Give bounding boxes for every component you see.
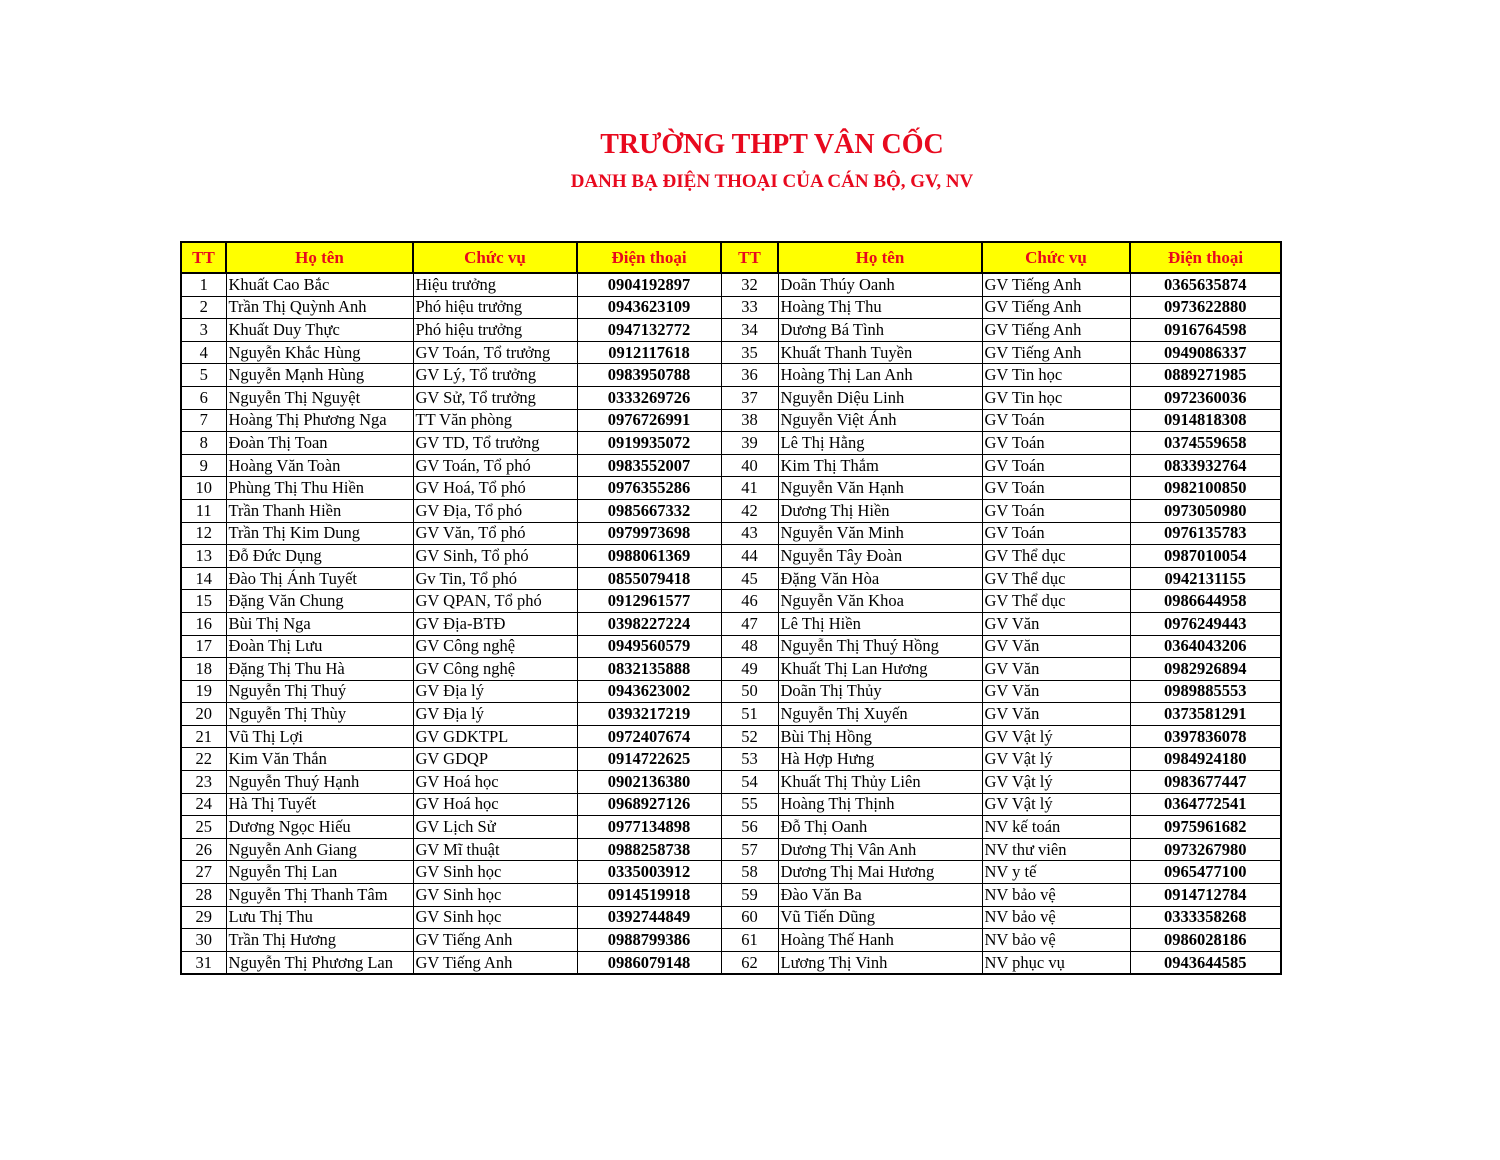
header-phone-right: Điện thoại bbox=[1130, 242, 1281, 273]
phone-number: 0397836078 bbox=[1130, 725, 1281, 748]
table-row bbox=[181, 725, 1281, 748]
row-number: 6 bbox=[181, 386, 226, 409]
row-number: 50 bbox=[721, 680, 778, 703]
staff-role: GV Vật lý bbox=[982, 725, 1130, 748]
table-row bbox=[181, 884, 1281, 907]
row-number: 38 bbox=[721, 409, 778, 432]
staff-name: Kim Văn Thắn bbox=[226, 748, 413, 771]
staff-name: Đoàn Thị Lưu bbox=[226, 635, 413, 658]
staff-role: GV Thể dục bbox=[982, 567, 1130, 590]
staff-role: Phó hiệu trưởng bbox=[413, 296, 577, 319]
phone-number: 0919935072 bbox=[577, 432, 721, 455]
phone-number: 0943644585 bbox=[1130, 951, 1281, 974]
staff-role: GV Toán bbox=[982, 409, 1130, 432]
phone-number: 0398227224 bbox=[577, 612, 721, 635]
staff-name: Vũ Tiến Dũng bbox=[778, 906, 982, 929]
staff-role: GV Văn bbox=[982, 658, 1130, 681]
phone-number: 0943623109 bbox=[577, 296, 721, 319]
staff-name: Đào Thị Ánh Tuyết bbox=[226, 567, 413, 590]
table-row bbox=[181, 545, 1281, 568]
phone-number: 0972407674 bbox=[577, 725, 721, 748]
staff-role: GV Sinh học bbox=[413, 884, 577, 907]
table-row bbox=[181, 454, 1281, 477]
staff-name: Đặng Văn Hòa bbox=[778, 567, 982, 590]
row-number: 52 bbox=[721, 725, 778, 748]
table-row bbox=[181, 319, 1281, 342]
staff-name: Đỗ Thị Oanh bbox=[778, 816, 982, 839]
row-number: 30 bbox=[181, 929, 226, 952]
staff-name: Lê Thị Hằng bbox=[778, 432, 982, 455]
staff-name: Trần Thị Kim Dung bbox=[226, 522, 413, 545]
phone-number: 0949086337 bbox=[1130, 341, 1281, 364]
staff-role: GV TD, Tổ trưởng bbox=[413, 432, 577, 455]
row-number: 12 bbox=[181, 522, 226, 545]
staff-name: Hoàng Thị Phương Nga bbox=[226, 409, 413, 432]
phone-number: 0983552007 bbox=[577, 454, 721, 477]
row-number: 11 bbox=[181, 499, 226, 522]
phone-number: 0392744849 bbox=[577, 906, 721, 929]
row-number: 26 bbox=[181, 838, 226, 861]
row-number: 33 bbox=[721, 296, 778, 319]
table-row bbox=[181, 635, 1281, 658]
staff-role: GV GDQP bbox=[413, 748, 577, 771]
staff-role: Phó hiệu trưởng bbox=[413, 319, 577, 342]
phone-number: 0364772541 bbox=[1130, 793, 1281, 816]
table-row bbox=[181, 771, 1281, 794]
table-row bbox=[181, 567, 1281, 590]
staff-role: GV Địa-BTĐ bbox=[413, 612, 577, 635]
staff-name: Nguyễn Thị Thanh Tâm bbox=[226, 884, 413, 907]
staff-name: Nguyễn Thị Nguyệt bbox=[226, 386, 413, 409]
staff-role: GV Tiếng Anh bbox=[413, 951, 577, 974]
table-row bbox=[181, 409, 1281, 432]
row-number: 59 bbox=[721, 884, 778, 907]
phone-number: 0985667332 bbox=[577, 499, 721, 522]
staff-role: GV Hoá học bbox=[413, 771, 577, 794]
staff-role: GV Sinh học bbox=[413, 861, 577, 884]
staff-name: Nguyễn Anh Giang bbox=[226, 838, 413, 861]
staff-role: GV Tiếng Anh bbox=[982, 319, 1130, 342]
phone-number: 0914722625 bbox=[577, 748, 721, 771]
phone-number: 0986079148 bbox=[577, 951, 721, 974]
staff-role: GV Văn bbox=[982, 612, 1130, 635]
phone-number: 0333358268 bbox=[1130, 906, 1281, 929]
staff-name: Lưu Thị Thu bbox=[226, 906, 413, 929]
table-row bbox=[181, 838, 1281, 861]
phone-number: 0982926894 bbox=[1130, 658, 1281, 681]
staff-role: NV bảo vệ bbox=[982, 884, 1130, 907]
staff-role: Hiệu trưởng bbox=[413, 273, 577, 296]
phone-number: 0855079418 bbox=[577, 567, 721, 590]
staff-role: GV Toán bbox=[982, 454, 1130, 477]
phone-number: 0965477100 bbox=[1130, 861, 1281, 884]
phone-number: 0983677447 bbox=[1130, 771, 1281, 794]
row-number: 58 bbox=[721, 861, 778, 884]
staff-name: Hà Hợp Hưng bbox=[778, 748, 982, 771]
staff-name: Khuất Thị Lan Hương bbox=[778, 658, 982, 681]
phone-number: 0988258738 bbox=[577, 838, 721, 861]
row-number: 24 bbox=[181, 793, 226, 816]
phone-number: 0979973698 bbox=[577, 522, 721, 545]
staff-name: Nguyễn Mạnh Hùng bbox=[226, 364, 413, 387]
staff-name: Khuất Duy Thực bbox=[226, 319, 413, 342]
phone-number: 0976135783 bbox=[1130, 522, 1281, 545]
table-row bbox=[181, 612, 1281, 635]
phone-number: 0914519918 bbox=[577, 884, 721, 907]
table-row bbox=[181, 658, 1281, 681]
phone-number: 0904192897 bbox=[577, 273, 721, 296]
phone-number: 0973267980 bbox=[1130, 838, 1281, 861]
table-row bbox=[181, 906, 1281, 929]
staff-name: Nguyễn Thị Phương Lan bbox=[226, 951, 413, 974]
table-row bbox=[181, 951, 1281, 974]
table-row bbox=[181, 816, 1281, 839]
table-row bbox=[181, 680, 1281, 703]
staff-role: NV y tế bbox=[982, 861, 1130, 884]
row-number: 55 bbox=[721, 793, 778, 816]
row-number: 47 bbox=[721, 612, 778, 635]
header-role-left: Chức vụ bbox=[413, 242, 577, 273]
staff-role: GV Sinh học bbox=[413, 906, 577, 929]
phone-number: 0949560579 bbox=[577, 635, 721, 658]
staff-name: Lê Thị Hiền bbox=[778, 612, 982, 635]
staff-role: GV Toán bbox=[982, 522, 1130, 545]
staff-name: Khuất Cao Bắc bbox=[226, 273, 413, 296]
phone-directory-table bbox=[180, 241, 1282, 975]
staff-name: Nguyễn Thuý Hạnh bbox=[226, 771, 413, 794]
row-number: 43 bbox=[721, 522, 778, 545]
staff-role: GV Toán bbox=[982, 432, 1130, 455]
page-title: TRƯỜNG THPT VÂN CỐC bbox=[600, 129, 944, 160]
staff-role: NV bảo vệ bbox=[982, 929, 1130, 952]
staff-name: Nguyễn Thị Lan bbox=[226, 861, 413, 884]
staff-role: GV Tiếng Anh bbox=[982, 273, 1130, 296]
staff-role: GV Văn bbox=[982, 635, 1130, 658]
row-number: 28 bbox=[181, 884, 226, 907]
phone-number: 0947132772 bbox=[577, 319, 721, 342]
staff-role: GV Vật lý bbox=[982, 771, 1130, 794]
staff-name: Dương Ngọc Hiếu bbox=[226, 816, 413, 839]
staff-role: GV Văn bbox=[982, 703, 1130, 726]
staff-name: Dương Bá Tình bbox=[778, 319, 982, 342]
table-row bbox=[181, 273, 1281, 296]
phone-number: 0916764598 bbox=[1130, 319, 1281, 342]
row-number: 45 bbox=[721, 567, 778, 590]
staff-role: GV Văn bbox=[982, 680, 1130, 703]
staff-role: GV Sử, Tổ trưởng bbox=[413, 386, 577, 409]
staff-role: GV Công nghệ bbox=[413, 658, 577, 681]
staff-role: GV Địa lý bbox=[413, 680, 577, 703]
phone-number: 0972360036 bbox=[1130, 386, 1281, 409]
row-number: 35 bbox=[721, 341, 778, 364]
table-row bbox=[181, 703, 1281, 726]
phone-number: 0968927126 bbox=[577, 793, 721, 816]
phone-number: 0335003912 bbox=[577, 861, 721, 884]
row-number: 54 bbox=[721, 771, 778, 794]
staff-role: GV Lý, Tổ trưởng bbox=[413, 364, 577, 387]
row-number: 20 bbox=[181, 703, 226, 726]
phone-number: 0986644958 bbox=[1130, 590, 1281, 613]
row-number: 62 bbox=[721, 951, 778, 974]
staff-name: Nguyễn Việt Ánh bbox=[778, 409, 982, 432]
phone-number: 0975961682 bbox=[1130, 816, 1281, 839]
row-number: 29 bbox=[181, 906, 226, 929]
row-number: 53 bbox=[721, 748, 778, 771]
staff-role: NV phục vụ bbox=[982, 951, 1130, 974]
phone-number: 0943623002 bbox=[577, 680, 721, 703]
row-number: 21 bbox=[181, 725, 226, 748]
staff-name: Dương Thị Vân Anh bbox=[778, 838, 982, 861]
table-row bbox=[181, 341, 1281, 364]
phone-number: 0889271985 bbox=[1130, 364, 1281, 387]
staff-role: GV Tin học bbox=[982, 364, 1130, 387]
phone-number: 0832135888 bbox=[577, 658, 721, 681]
header-name-left: Họ tên bbox=[226, 242, 413, 273]
phone-number: 0393217219 bbox=[577, 703, 721, 726]
staff-role: GV Tiếng Anh bbox=[413, 929, 577, 952]
row-number: 44 bbox=[721, 545, 778, 568]
header-tt-left: TT bbox=[181, 242, 226, 273]
row-number: 2 bbox=[181, 296, 226, 319]
phone-number: 0983950788 bbox=[577, 364, 721, 387]
phone-number: 0976355286 bbox=[577, 477, 721, 500]
row-number: 32 bbox=[721, 273, 778, 296]
staff-name: Hà Thị Tuyết bbox=[226, 793, 413, 816]
staff-name: Nguyễn Diệu Linh bbox=[778, 386, 982, 409]
phone-number: 0976726991 bbox=[577, 409, 721, 432]
table-row bbox=[181, 861, 1281, 884]
row-number: 40 bbox=[721, 454, 778, 477]
staff-name: Đỗ Đức Dụng bbox=[226, 545, 413, 568]
staff-role: GV Toán bbox=[982, 477, 1130, 500]
phone-number: 0374559658 bbox=[1130, 432, 1281, 455]
phone-number: 0973622880 bbox=[1130, 296, 1281, 319]
staff-role: GV Toán, Tổ trưởng bbox=[413, 341, 577, 364]
row-number: 48 bbox=[721, 635, 778, 658]
staff-role: GV Địa, Tổ phó bbox=[413, 499, 577, 522]
header-name-right: Họ tên bbox=[778, 242, 982, 273]
phone-number: 0984924180 bbox=[1130, 748, 1281, 771]
staff-role: GV Toán bbox=[982, 499, 1130, 522]
phone-number: 0988799386 bbox=[577, 929, 721, 952]
phone-number: 0914818308 bbox=[1130, 409, 1281, 432]
staff-name: Nguyễn Thị Xuyến bbox=[778, 703, 982, 726]
staff-name: Đào Văn Ba bbox=[778, 884, 982, 907]
row-number: 31 bbox=[181, 951, 226, 974]
staff-name: Bùi Thị Hồng bbox=[778, 725, 982, 748]
staff-role: NV bảo vệ bbox=[982, 906, 1130, 929]
row-number: 9 bbox=[181, 454, 226, 477]
row-number: 13 bbox=[181, 545, 226, 568]
table-row bbox=[181, 748, 1281, 771]
phone-number: 0365635874 bbox=[1130, 273, 1281, 296]
row-number: 60 bbox=[721, 906, 778, 929]
row-number: 5 bbox=[181, 364, 226, 387]
staff-name: Nguyễn Thị Thuý Hồng bbox=[778, 635, 982, 658]
row-number: 17 bbox=[181, 635, 226, 658]
phone-number: 0373581291 bbox=[1130, 703, 1281, 726]
staff-role: GV Hoá học bbox=[413, 793, 577, 816]
table-row bbox=[181, 590, 1281, 613]
row-number: 23 bbox=[181, 771, 226, 794]
row-number: 46 bbox=[721, 590, 778, 613]
row-number: 49 bbox=[721, 658, 778, 681]
staff-role: GV Sinh, Tổ phó bbox=[413, 545, 577, 568]
row-number: 51 bbox=[721, 703, 778, 726]
phone-number: 0902136380 bbox=[577, 771, 721, 794]
row-number: 56 bbox=[721, 816, 778, 839]
phone-number: 0976249443 bbox=[1130, 612, 1281, 635]
staff-name: Khuất Thị Thủy Liên bbox=[778, 771, 982, 794]
staff-name: Hoàng Thị Thịnh bbox=[778, 793, 982, 816]
phone-number: 0912961577 bbox=[577, 590, 721, 613]
staff-role: GV Toán, Tổ phó bbox=[413, 454, 577, 477]
phone-number: 0987010054 bbox=[1130, 545, 1281, 568]
table-row bbox=[181, 522, 1281, 545]
staff-role: GV Công nghệ bbox=[413, 635, 577, 658]
phone-number: 0988061369 bbox=[577, 545, 721, 568]
phone-number: 0912117618 bbox=[577, 341, 721, 364]
table-row bbox=[181, 499, 1281, 522]
row-number: 34 bbox=[721, 319, 778, 342]
row-number: 22 bbox=[181, 748, 226, 771]
row-number: 27 bbox=[181, 861, 226, 884]
table-row bbox=[181, 477, 1281, 500]
staff-name: Nguyễn Tây Đoàn bbox=[778, 545, 982, 568]
row-number: 37 bbox=[721, 386, 778, 409]
row-number: 1 bbox=[181, 273, 226, 296]
staff-name: Nguyễn Văn Khoa bbox=[778, 590, 982, 613]
staff-role: GV Thể dục bbox=[982, 590, 1130, 613]
staff-role: GV Vật lý bbox=[982, 748, 1130, 771]
row-number: 57 bbox=[721, 838, 778, 861]
row-number: 61 bbox=[721, 929, 778, 952]
phone-number: 0364043206 bbox=[1130, 635, 1281, 658]
staff-name: Bùi Thị Nga bbox=[226, 612, 413, 635]
phone-number: 0914712784 bbox=[1130, 884, 1281, 907]
row-number: 19 bbox=[181, 680, 226, 703]
table-header-row bbox=[181, 242, 1281, 273]
staff-name: Vũ Thị Lợi bbox=[226, 725, 413, 748]
staff-name: Hoàng Thị Lan Anh bbox=[778, 364, 982, 387]
phone-number: 0973050980 bbox=[1130, 499, 1281, 522]
row-number: 39 bbox=[721, 432, 778, 455]
row-number: 16 bbox=[181, 612, 226, 635]
staff-name: Nguyễn Văn Hạnh bbox=[778, 477, 982, 500]
staff-name: Trần Thị Hương bbox=[226, 929, 413, 952]
staff-role: NV thư viên bbox=[982, 838, 1130, 861]
row-number: 41 bbox=[721, 477, 778, 500]
row-number: 36 bbox=[721, 364, 778, 387]
phone-number: 0986028186 bbox=[1130, 929, 1281, 952]
staff-role: GV Tiếng Anh bbox=[982, 296, 1130, 319]
phone-number: 0833932764 bbox=[1130, 454, 1281, 477]
row-number: 10 bbox=[181, 477, 226, 500]
header-role-right: Chức vụ bbox=[982, 242, 1130, 273]
staff-role: GV QPAN, Tổ phó bbox=[413, 590, 577, 613]
phone-number: 0333269726 bbox=[577, 386, 721, 409]
staff-name: Đặng Thị Thu Hà bbox=[226, 658, 413, 681]
staff-name: Dương Thị Hiền bbox=[778, 499, 982, 522]
page-subtitle: DANH BẠ ĐIỆN THOẠI CỦA CÁN BỘ, GV, NV bbox=[570, 171, 974, 192]
table-row bbox=[181, 432, 1281, 455]
row-number: 25 bbox=[181, 816, 226, 839]
staff-name: Trần Thanh Hiền bbox=[226, 499, 413, 522]
row-number: 18 bbox=[181, 658, 226, 681]
staff-role: GV Tin học bbox=[982, 386, 1130, 409]
staff-role: GV Thể dục bbox=[982, 545, 1130, 568]
staff-name: Dương Thị Mai Hương bbox=[778, 861, 982, 884]
row-number: 3 bbox=[181, 319, 226, 342]
staff-name: Đặng Văn Chung bbox=[226, 590, 413, 613]
row-number: 14 bbox=[181, 567, 226, 590]
staff-role: TT Văn phòng bbox=[413, 409, 577, 432]
staff-name: Doãn Thị Thủy bbox=[778, 680, 982, 703]
staff-role: GV Tiếng Anh bbox=[982, 341, 1130, 364]
staff-role: GV GDKTPL bbox=[413, 725, 577, 748]
staff-name: Kim Thị Thắm bbox=[778, 454, 982, 477]
staff-name: Nguyễn Văn Minh bbox=[778, 522, 982, 545]
phone-number: 0982100850 bbox=[1130, 477, 1281, 500]
staff-name: Hoàng Văn Toàn bbox=[226, 454, 413, 477]
staff-name: Nguyễn Khắc Hùng bbox=[226, 341, 413, 364]
table-row bbox=[181, 929, 1281, 952]
table-row bbox=[181, 296, 1281, 319]
header-tt-right: TT bbox=[721, 242, 778, 273]
staff-role: GV Vật lý bbox=[982, 793, 1130, 816]
row-number: 4 bbox=[181, 341, 226, 364]
row-number: 8 bbox=[181, 432, 226, 455]
staff-name: Hoàng Thế Hanh bbox=[778, 929, 982, 952]
row-number: 7 bbox=[181, 409, 226, 432]
staff-role: NV kế toán bbox=[982, 816, 1130, 839]
staff-name: Doãn Thúy Oanh bbox=[778, 273, 982, 296]
staff-name: Đoàn Thị Toan bbox=[226, 432, 413, 455]
staff-role: GV Mĩ thuật bbox=[413, 838, 577, 861]
staff-name: Phùng Thị Thu Hiền bbox=[226, 477, 413, 500]
header-phone-left: Điện thoại bbox=[577, 242, 721, 273]
phone-number: 0977134898 bbox=[577, 816, 721, 839]
row-number: 15 bbox=[181, 590, 226, 613]
staff-role: GV Văn, Tổ phó bbox=[413, 522, 577, 545]
phone-number: 0989885553 bbox=[1130, 680, 1281, 703]
row-number: 42 bbox=[721, 499, 778, 522]
staff-name: Khuất Thanh Tuyền bbox=[778, 341, 982, 364]
staff-name: Lương Thị Vinh bbox=[778, 951, 982, 974]
table-row bbox=[181, 364, 1281, 387]
table-row bbox=[181, 793, 1281, 816]
staff-name: Nguyễn Thị Thuý bbox=[226, 680, 413, 703]
table-body bbox=[181, 273, 1281, 974]
staff-name: Nguyễn Thị Thùy bbox=[226, 703, 413, 726]
staff-role: GV Hoá, Tổ phó bbox=[413, 477, 577, 500]
table-row bbox=[181, 386, 1281, 409]
staff-name: Trần Thị Quỳnh Anh bbox=[226, 296, 413, 319]
staff-name: Hoàng Thị Thu bbox=[778, 296, 982, 319]
staff-role: GV Lịch Sử bbox=[413, 816, 577, 839]
phone-number: 0942131155 bbox=[1130, 567, 1281, 590]
staff-role: Gv Tin, Tổ phó bbox=[413, 567, 577, 590]
staff-role: GV Địa lý bbox=[413, 703, 577, 726]
